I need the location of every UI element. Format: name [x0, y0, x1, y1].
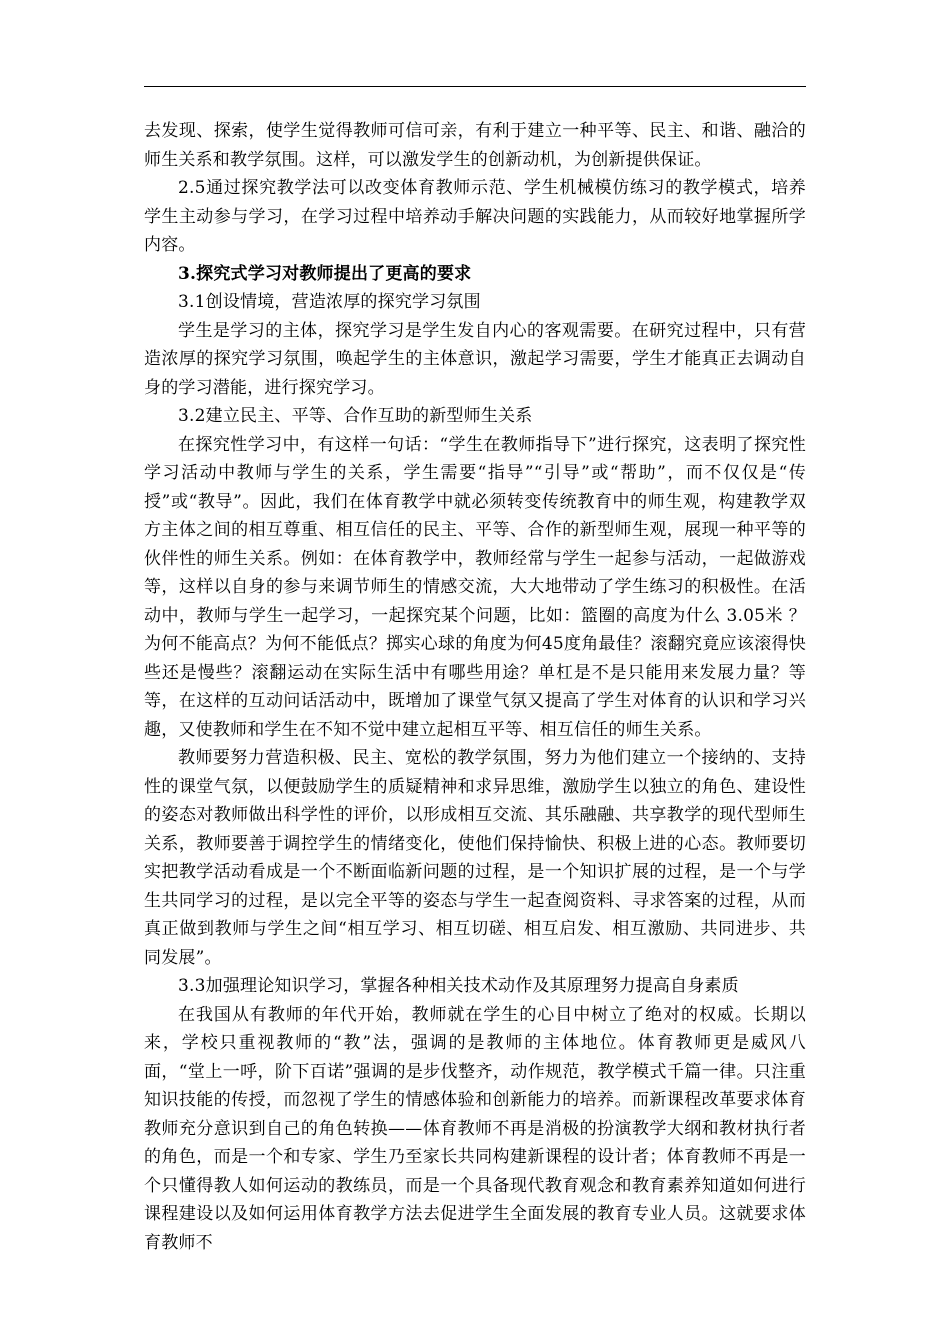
- paragraph: 去发现、探索，使学生觉得教师可信可亲，有利于建立一种平等、民主、和谐、融洽的师生关系和教学氛围。这样，可以激发学生的创新动机，为创新提供保证。: [144, 121, 806, 170]
- header-rule: [144, 86, 806, 87]
- section-heading: 3.探究式学习对教师提出了更高的要求: [178, 263, 472, 284]
- subsection-heading: 3.2建立民主、平等、合作互助的新型师生关系: [178, 406, 533, 426]
- subsection-heading: 3.1创设情境，营造浓厚的探究学习氛围: [178, 292, 481, 312]
- paragraph: 在探究性学习中，有这样一句话：“学生在教师指导下”进行探究，这表明了探究性学习活动中教师与学生的关系，学生需要“指导”“引导”或“帮助”，而不仅仅是“传授”或“教导”。因此，我们在体育教学中就必须转变传统教育中的师生观，构建教学双方主体之间的相互尊重、相互信任的民主、平等、合作的新型师生观，展现一种平等的伙伴性的师生关系。例如：在体育教学中，教师经常与学生一起参与活动，一起做游戏等，这样以自身的参与来调节师生的情感交流，大大地带动了学生练习的积极性。在活动中，教师与学生一起学习，一起探究某个问题，比如：篮圈的高度为什么 3.05米 ？为何不能高点？为何不能低点？掷实心球的角度为何45度角最佳？滚翻究竟应该滚得快些还是慢些？滚翻运动在实际生活中有哪些用途？单杠是不是只能用来发展力量？等等，在这样的互动问话活动中，既增加了课堂气氛又提高了学生对体育的认识和学习兴趣，又使教师和学生在不知不觉中建立起相互平等、相互信任的师生关系。: [144, 434, 806, 740]
- body-text: [144, 117, 806, 1257]
- paragraph: 2.5通过探究教学法可以改变体育教师示范、学生机械模仿练习的教学模式，培养学生主动参与学习，在学习过程中培养动手解决问题的实践能力，从而较好地掌握所学内容。: [144, 178, 806, 255]
- subsection-heading: 3.3加强理论知识学习，掌握各种相关技术动作及其原理努力提高自身素质: [178, 976, 739, 996]
- paragraph: 学生是学习的主体，探究学习是学生发自内心的客观需要。在研究过程中，只有营造浓厚的探究学习氛围，唤起学生的主体意识，激起学习需要，学生才能真正去调动自身的学习潜能，进行探究学习。: [144, 320, 806, 398]
- paragraph: 教师要努力营造积极、民主、宽松的教学氛围，努力为他们建立一个接纳的、支持性的课堂气氛，以便鼓励学生的质疑精神和求异思维，激励学生以独立的角色、建设性的姿态对教师做出科学性的评价，以形成相互交流、其乐融融、共享教学的现代型师生关系，教师要善于调控学生的情绪变化，使他们保持愉快、积极上进的心态。教师要切实把教学活动看成是一个不断面临新问题的过程，是一个知识扩展的过程，是一个与学生共同学习的过程，是以完全平等的姿态与学生一起查阅资料、寻求答案的过程，从而真正做到教师与学生之间“相互学习、相互切磋、相互启发、相互激励、共同进步、共同发展”。: [144, 748, 806, 968]
- paragraph: 在我国从有教师的年代开始，教师就在学生的心目中树立了绝对的权威。长期以来，学校只重视教师的“教”法，强调的是教师的主体地位。体育教师更是威风八面，“堂上一呼，阶下百诺”强调的是步伐整齐，动作规范，教学模式千篇一律。只注重知识技能的传授，而忽视了学生的情感体验和创新能力的培养。而新课程改革要求体育教师充分意识到自己的角色转换——体育教师不再是消极的扮演教学大纲和教材执行者的角色，而是一个和专家、学生乃至家长共同构建新课程的设计者；体育教师不再是一个只懂得教人如何运动的教练员，而是一个具备现代教育观念和教育素养知道如何进行课程建设以及如何运用体育教学方法去促进学生全面发展的教育专业人员。这就要求体育教师不: [144, 1004, 806, 1253]
